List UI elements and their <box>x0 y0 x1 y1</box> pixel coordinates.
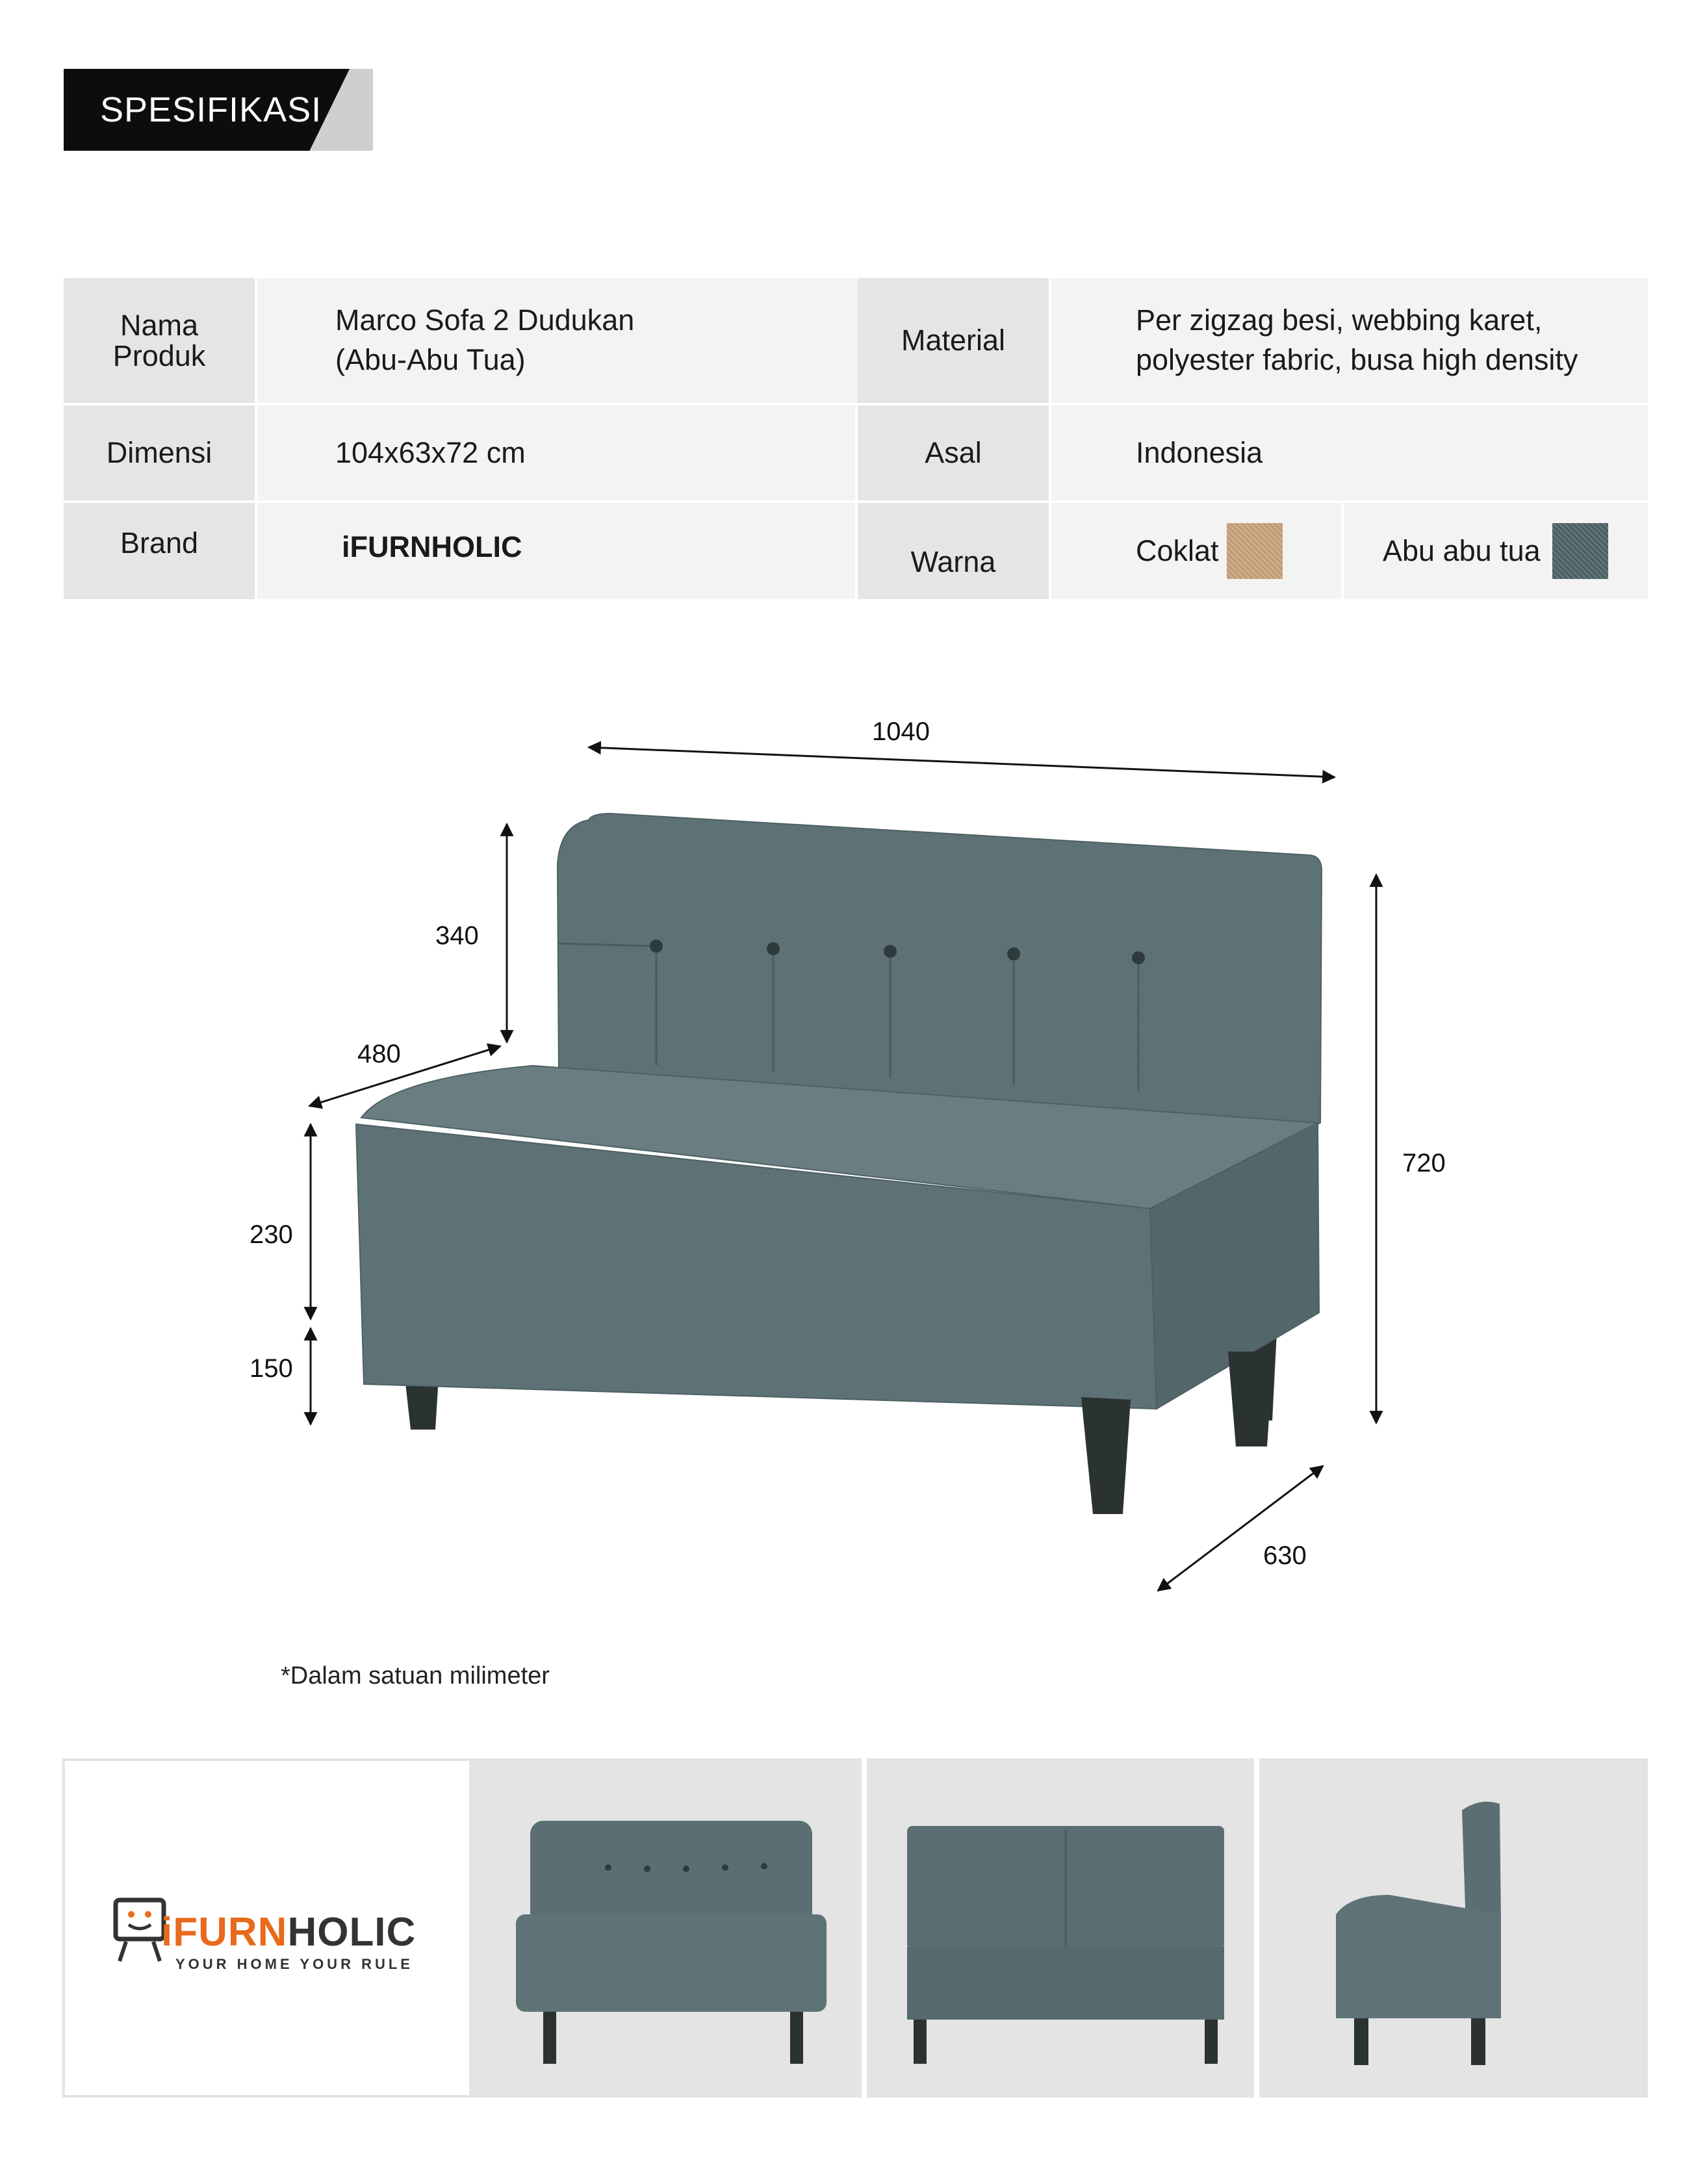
nama-produk-label: Nama Produk <box>64 278 255 403</box>
sofa-side-view <box>1259 1758 1648 2098</box>
dim-width-label: 1040 <box>872 717 930 746</box>
spec-table <box>64 278 1648 599</box>
nama-produk-value: Marco Sofa 2 Dudukan (Abu-Abu Tua) <box>257 278 920 403</box>
dim-seat-depth-label: 480 <box>357 1040 401 1068</box>
dim-back-height-label: 340 <box>435 921 479 950</box>
material-value: Per zigzag besi, webbing karet, polyester fabric, busa high density <box>1051 278 1648 403</box>
color-swatch-abu-abu-tua <box>1552 523 1608 579</box>
asal-label: Asal <box>858 405 1049 500</box>
brand-label: Brand <box>64 503 255 599</box>
warna-label: Warna <box>858 503 1049 599</box>
dim-total-depth-label: 630 <box>1263 1541 1307 1570</box>
color-option-coklat <box>1051 503 1341 599</box>
dimensi-value: 104x63x72 cm <box>257 405 855 500</box>
asal-value: Indonesia <box>1051 405 1648 500</box>
dim-leg-height-label: 150 <box>250 1354 293 1383</box>
color-name-abu-abu-tua: Abu abu tua <box>1383 533 1541 567</box>
dim-total-height-label: 720 <box>1402 1149 1446 1177</box>
dim-seat-height-label: 230 <box>250 1220 293 1249</box>
sofa-illustration <box>0 676 1705 1638</box>
color-option-abu-abu-tua <box>1344 503 1648 599</box>
brand-logo-panel <box>65 1761 469 2095</box>
section-header <box>64 69 373 151</box>
section-title: SPESIFIKASI <box>100 90 322 129</box>
color-name-coklat: Coklat <box>1136 533 1219 567</box>
sofa-back-view <box>867 1758 1254 2098</box>
logo-wordmark: iFURNHOLIC <box>161 1910 417 1955</box>
product-view-strip <box>62 1758 1648 2098</box>
dimensi-label: Dimensi <box>64 405 255 500</box>
material-label: Material <box>858 278 1049 403</box>
logo-tagline: YOUR HOME YOUR RULE <box>175 1956 413 1972</box>
color-swatch-coklat <box>1227 523 1283 579</box>
logo-tv-icon <box>112 1896 168 1966</box>
brand-value: iFURNHOLIC <box>257 503 855 599</box>
unit-footnote: *Dalam satuan milimeter <box>281 1662 550 1689</box>
dimension-diagram <box>0 676 1705 1638</box>
sofa-front-view <box>472 1758 862 2098</box>
